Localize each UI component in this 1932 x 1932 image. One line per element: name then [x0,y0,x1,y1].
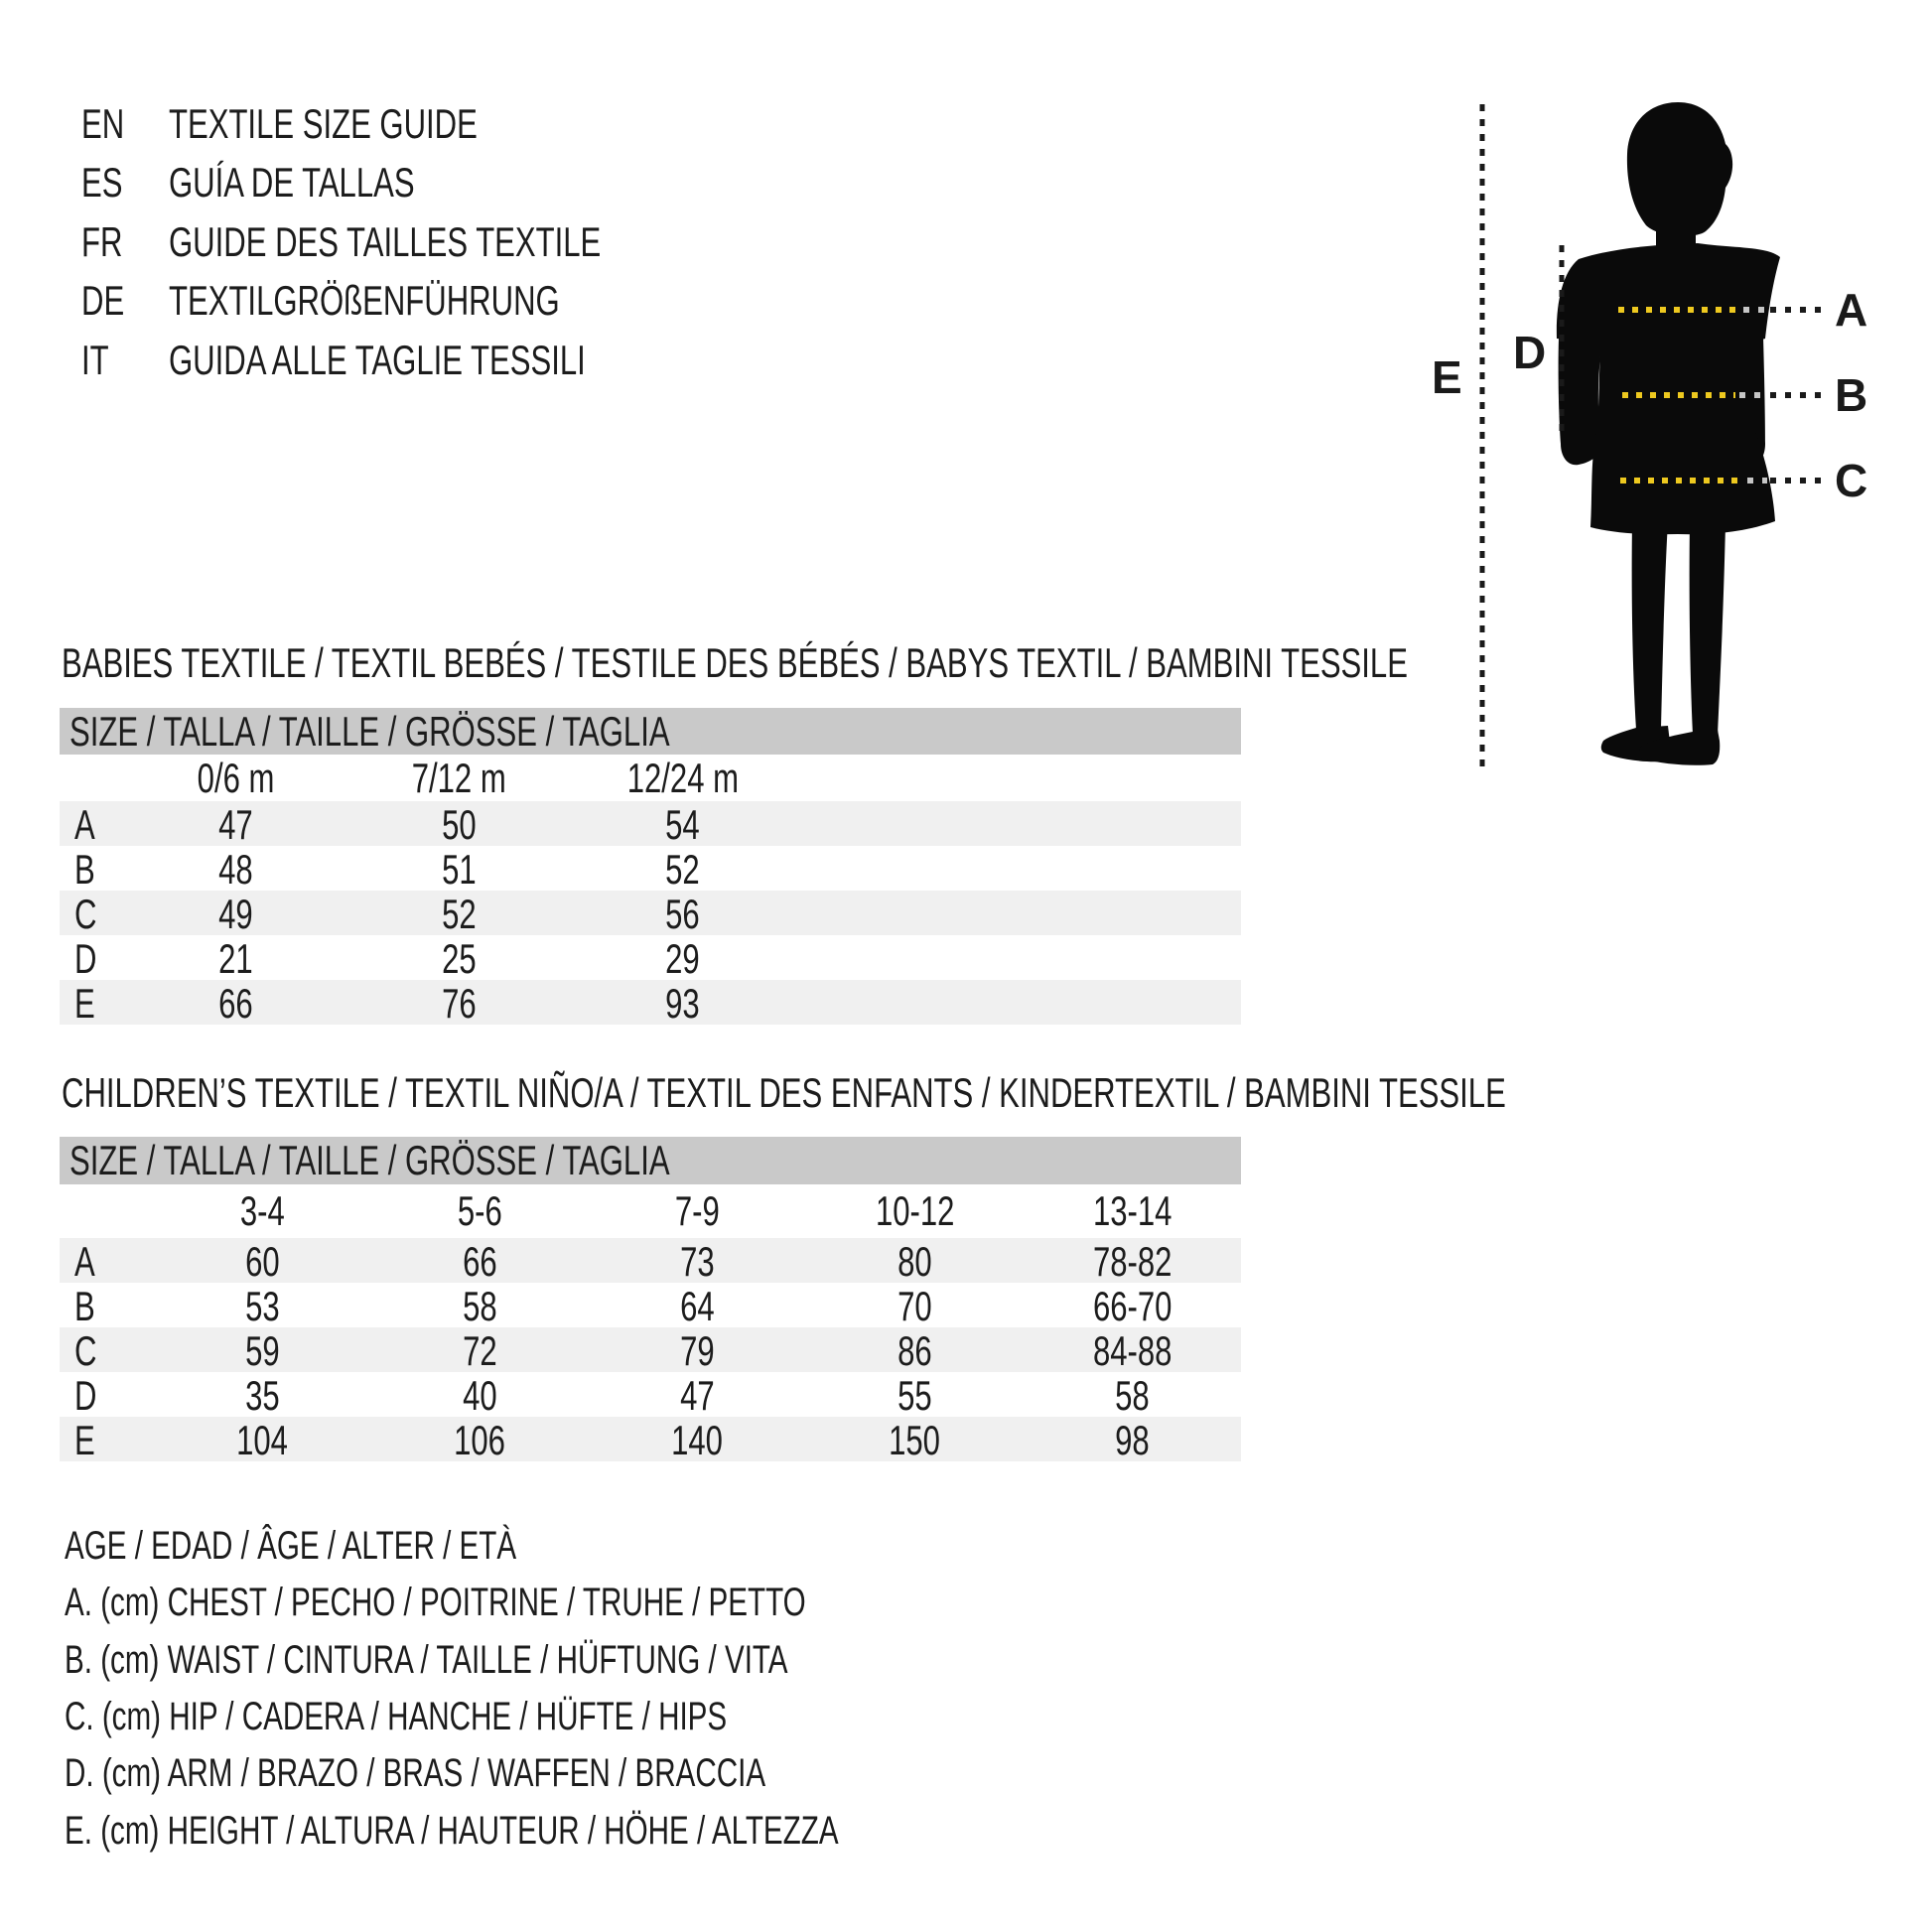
legend-title: AGE / EDAD / ÂGE / ALTER / ETÀ [65,1524,517,1569]
language-title: GUIDE DES TAILLES TEXTILE [169,217,602,265]
table-cell: 51 [442,846,477,893]
table-cell: 53 [245,1283,280,1329]
language-row [81,331,753,390]
row-label: D [74,935,97,982]
table-cell: 73 [680,1238,715,1285]
language-code: EN [81,99,125,147]
table-row [60,1238,1241,1283]
measurement-legend [65,1518,1110,1860]
row-label: C [74,891,97,937]
legend-item: A. (cm) CHEST / PECHO / POITRINE / TRUHE / PETTO [65,1581,806,1625]
language-title: GUIDA ALLE TAGLIE TESSILI [169,336,586,383]
table-cell: 84-88 [1092,1327,1173,1374]
table-cell: 140 [671,1417,724,1463]
legend-item: B. (cm) WAIST / CINTURA / TAILLE / HÜFTUNG / VITA [65,1637,788,1682]
row-label: E [74,1417,95,1463]
table-cell: 21 [218,935,253,982]
size-header-bar [60,1137,1241,1184]
row-label: A [74,801,95,848]
table-cell: 106 [454,1417,506,1463]
silhouette-right-leg [1690,523,1725,735]
measurement-label-c: C [1835,455,1868,506]
table-cell: 49 [218,891,253,937]
column-header: 3-4 [240,1187,285,1234]
measurement-label-b: B [1835,369,1868,421]
column-header-row [60,1184,1241,1238]
table-row [60,1372,1241,1417]
babies-size-table [60,708,1241,1025]
language-code: DE [81,277,125,325]
babies-section-heading [62,640,1880,686]
table-row [60,1283,1241,1327]
table-cell: 56 [665,891,700,937]
column-header: 12/24 m [626,755,739,801]
language-row [81,154,753,213]
table-cell: 70 [897,1283,932,1329]
table-cell: 58 [1115,1372,1150,1419]
table-row [60,801,1241,846]
language-code: ES [81,159,123,207]
column-header: 0/6 m [197,755,275,801]
row-label: B [74,1283,95,1329]
table-cell: 25 [442,935,477,982]
table-cell: 76 [442,980,477,1027]
column-header: 7-9 [675,1187,720,1234]
table-cell: 66 [463,1238,497,1285]
table-cell: 54 [665,801,700,848]
column-header: 7/12 m [411,755,507,801]
table-cell: 47 [680,1372,715,1419]
language-title: TEXTILE SIZE GUIDE [169,99,478,147]
table-row [60,891,1241,935]
table-cell: 50 [442,801,477,848]
legend-item: D. (cm) ARM / BRAZO / BRAS / WAFFEN / BRACCIA [65,1751,766,1796]
table-cell: 60 [245,1238,280,1285]
language-header [81,94,753,390]
children-section-heading [62,1070,1932,1116]
language-row [81,272,753,332]
table-cell: 48 [218,846,253,893]
table-cell: 47 [218,801,253,848]
language-code: FR [81,217,123,265]
measurement-diagram [1390,60,1932,844]
table-cell: 40 [463,1372,497,1419]
table-cell: 104 [236,1417,289,1463]
table-cell: 58 [463,1283,497,1329]
table-cell: 78-82 [1092,1238,1173,1285]
table-row [60,1327,1241,1372]
table-row [60,935,1241,980]
table-cell: 66-70 [1092,1283,1173,1329]
children-size-table [60,1137,1241,1461]
column-header-row [60,755,1241,801]
row-label: C [74,1327,97,1374]
babies-section-heading-text: BABIES TEXTILE / TEXTIL BEBÉS / TESTILE DES BÉBÉS / BABYS TEXTIL / BAMBINI TESSILE [62,639,1408,686]
table-cell: 52 [665,846,700,893]
children-section-heading-text: CHILDREN’S TEXTILE / TEXTIL NIÑO/A / TEXTIL DES ENFANTS / KINDERTEXTIL / BAMBINI TESSILE [62,1069,1506,1116]
measurement-label-e: E [1432,351,1462,403]
size-header-text: SIZE / TALLA / TAILLE / GRÖSSE / TAGLIA [69,1137,670,1183]
column-header: 13-14 [1092,1187,1173,1234]
table-cell: 79 [680,1327,715,1374]
table-cell: 64 [680,1283,715,1329]
language-title: TEXTILGRÖßENFÜHRUNG [169,277,560,325]
size-header-bar [60,708,1241,755]
row-label: E [74,980,95,1027]
row-label: D [74,1372,97,1419]
language-row [81,212,753,272]
silhouette-left-leg [1632,521,1668,730]
table-cell: 66 [218,980,253,1027]
language-code: IT [81,336,109,383]
table-cell: 52 [442,891,477,937]
language-row [81,94,753,154]
column-header: 5-6 [458,1187,502,1234]
table-cell: 93 [665,980,700,1027]
table-cell: 98 [1115,1417,1150,1463]
column-header: 10-12 [875,1187,955,1234]
table-cell: 80 [897,1238,932,1285]
table-cell: 29 [665,935,700,982]
legend-item: C. (cm) HIP / CADERA / HANCHE / HÜFTE / HIPS [65,1695,728,1739]
table-cell: 86 [897,1327,932,1374]
row-label: A [74,1238,95,1285]
size-header-text: SIZE / TALLA / TAILLE / GRÖSSE / TAGLIA [69,707,670,755]
table-cell: 35 [245,1372,280,1419]
table-cell: 72 [463,1327,497,1374]
table-cell: 150 [889,1417,941,1463]
language-title: GUÍA DE TALLAS [169,159,415,207]
measurement-label-a: A [1835,284,1868,336]
table-row [60,980,1241,1025]
table-cell: 55 [897,1372,932,1419]
table-cell: 59 [245,1327,280,1374]
legend-item: E. (cm) HEIGHT / ALTURA / HAUTEUR / HÖHE / ALTEZZA [65,1808,839,1853]
table-row [60,846,1241,891]
measurement-label-d: D [1513,327,1547,378]
table-row [60,1417,1241,1461]
row-label: B [74,846,95,893]
